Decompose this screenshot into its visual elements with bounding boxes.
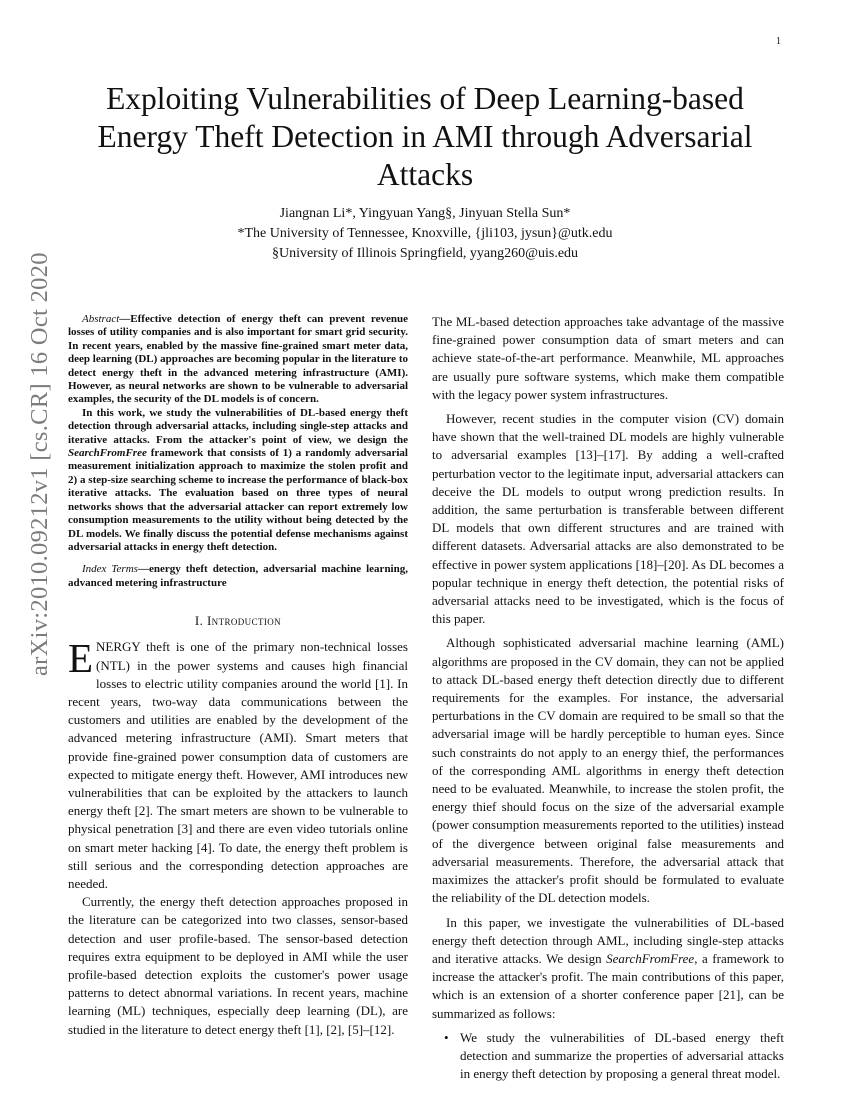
body-paragraph — [432, 914, 784, 1023]
intro-paragraph: Currently, the energy theft detection approaches proposed in the literature can be categorized into two classes, sensor-based detection and user profile-based. The sensor-based detection requires extra equipment to be deployed in AMI while the user profile-based detection exploits the customer's power usage patterns to detect abnormal variations. In recent years, machine learning (ML) techniques, especially deep learning (DL), are studied in the literature to detect energy theft [1], [2], [5]–[12]. — [68, 894, 408, 1037]
abstract-paragraph — [68, 407, 408, 554]
intro-text: NERGY theft is one of the primary non-technical losses (NTL) in the power systems and causes high financial losses to electric utility companies around the world [1]. In recent years, two-way data communications between the customers and utilities are enabled by the development of the advanced metering infrastructure (AMI). Smart meters that provide fine-grained power consumption data of customers are expected to mitigate energy theft. However, AMI introduces new vulnerabilities that can be exploited by the attackers to launch energy theft [2]. The smart meters are shown to be vulnerable to physical penetration [3] and there are even video tutorials online on smart meter hacking [4]. To date, the energy theft problem is still serious and the corresponding detection approaches are needed. — [68, 639, 408, 891]
body-paragraph: The ML-based detection approaches take advantage of the massive fine-grained power consumption data of smart meters and can achieve state-of-the-art performance. Meanwhile, ML approaches are usually pure software systems, which make them compatible with the legacy power system infrastructures. — [432, 314, 784, 402]
drop-cap: E — [68, 635, 94, 682]
abstract-text: framework that consists of 1) a randomly adversarial measurement initialization approach to maximize the stolen profit and 2) a step-size searching scheme to increase the performance of black-box iterative attacks. The evaluation based on three types of neural networks shows that the adversarial attacker can report extremely low consumption measurements to the utility without being detected by the DL models. We finally discuss the potential defense mechanisms against adversarial attacks in energy theft detection. — [68, 447, 408, 553]
affiliation-uis: §University of Illinois Springfield, yyang260@uis.edu — [271, 246, 579, 261]
body-text: , a framework to increase the attacker's profit. The main contributions of this paper, which is an extension of a shorter conference paper [21], can be summarized as follows: — [432, 950, 784, 1021]
abstract-text: —Effective detection of energy theft can prevent revenue losses of utility companies and is also important for smart grid security. In recent years, enabled by the massive fine-grained smart meter data, deep learning (DL) approaches are becoming popular in the literature to detect energy theft in the advanced metering infrastructure (AMI). However, as neural networks are shown to be vulnerable to adversarial examples, the security of the DL models is of concern. — [68, 313, 408, 406]
abstract — [68, 313, 408, 554]
title-line: Attacks — [376, 157, 474, 192]
left-column — [68, 313, 408, 1039]
list-item: • We study the vulnerabilities of DL-based energy theft detection and summarize the properties of adversarial attacks in energy theft detection by proposing a general threat model. — [460, 1029, 784, 1084]
section-heading: I. Introduction — [194, 613, 282, 629]
index-terms — [68, 563, 408, 590]
index-terms-text: —energy theft detection, adversarial machine learning, advanced metering infrastructure — [68, 563, 408, 589]
paper-title — [60, 80, 790, 194]
framework-name: SearchFromFree — [68, 447, 147, 460]
abstract-text: In this work, we study the vulnerabilities of DL-based energy theft detection through adversarial attacks, including single-step attacks and iterative attacks. From the attacker's point of view, we design the — [68, 406, 408, 446]
title-line: Exploiting Vulnerabilities of Deep Learning-based — [106, 81, 744, 116]
body-paragraph: However, recent studies in the computer vision (CV) domain have shown that the well-trained DL models are highly vulnerable to adversarial examples [13]–[17]. By adding a well-crafted perturbation vector to the legitimate input, adversarial attackers can deceive the DL models to output wrong prediction results. In addition, the same perturbation is transferable between different DL models that own different structures and are trained with different datasets. Adversarial attacks are also demonstrated to be effective in power system applications [18]–[20]. As DL becomes a popular technique in energy theft detection, the potential risks of adversarial attacks need to be investigated, which is the focus of this paper. — [432, 411, 784, 627]
title-line: Energy Theft Detection in AMI through Adversarial — [97, 119, 753, 154]
right-column — [432, 313, 784, 1083]
author-block — [60, 204, 790, 264]
contributions-list — [432, 1029, 784, 1084]
abstract-paragraph — [68, 313, 408, 407]
affiliation-utk: *The University of Tennessee, Knoxville, {jli103, jysun}@utk.edu — [237, 226, 613, 241]
arxiv-identifier-text: arXiv:2010.09212v1 [cs.CR] 16 Oct 2020 — [26, 252, 53, 676]
index-terms-label: Index Terms — [82, 563, 138, 576]
framework-name: SearchFromFree — [606, 950, 695, 966]
page-number: 1 — [776, 36, 781, 47]
body-text: In this paper, we investigate the vulnerabilities of DL-based energy theft detection through AML, including single-step attacks and iterative attacks. We design — [432, 914, 784, 966]
intro-paragraph — [68, 635, 408, 893]
abstract-label: Abstract — [82, 313, 120, 325]
author-names: Jiangnan Li*, Yingyuan Yang§, Jinyuan Stella Sun* — [279, 206, 571, 221]
body-paragraph: Although sophisticated adversarial machine learning (AML) algorithms are proposed in the CV domain, they can not be applied to attack DL-based energy theft detection directly due to different requirements for the examples. For instance, the adversarial perturbations in the CV domain are required to be small so that the adversarial image will be hardly perceptible to human eyes. Since such constraints do not apply to an energy thief, the performances of the corresponding AML algorithms in energy theft detection need to be evaluated. Meanwhile, to increase the stolen profit, the energy thief should focus on the size of the adversarial example (power consumption measurements reported to the utilities) instead of the divergence between original false measurements and adversarial measurements. Therefore, the adversarial attack that maximizes the attacker's profit should be formulated to evaluate the reliability of the DL detection models. — [432, 635, 784, 906]
